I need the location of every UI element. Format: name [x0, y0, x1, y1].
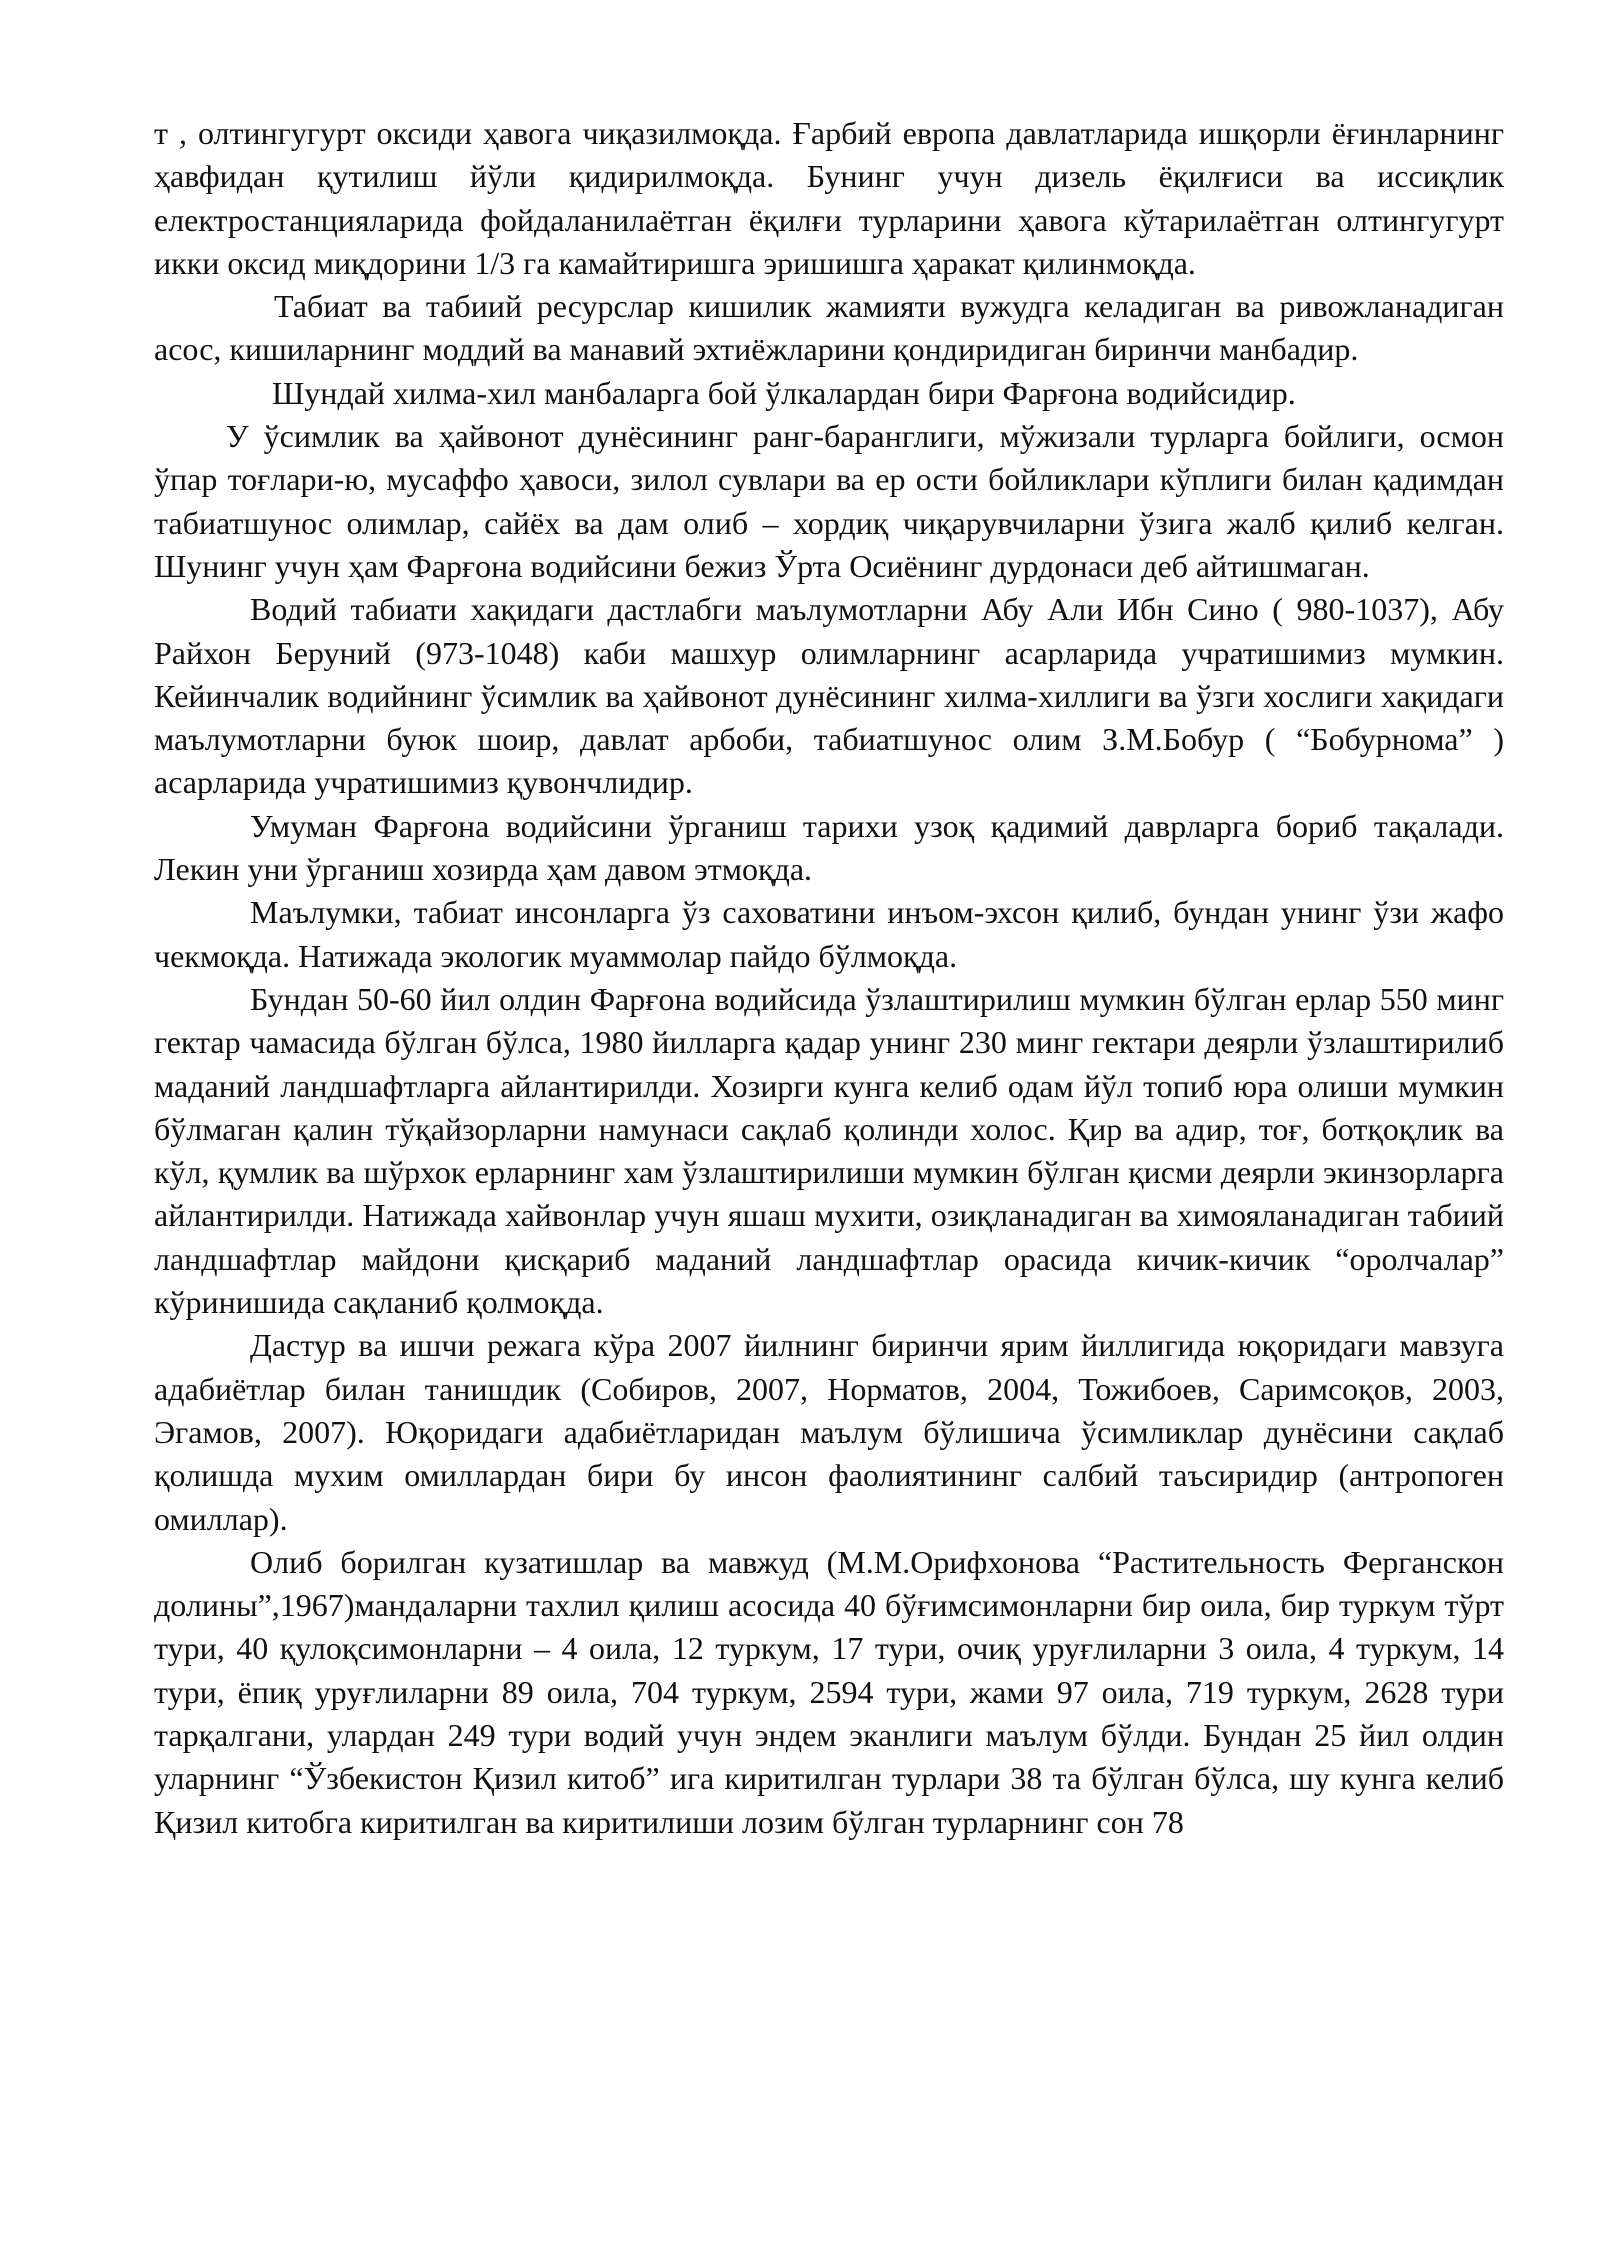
paragraph-study-history: Умуман Фарғона водийсини ўрганиш тарихи узоқ қадимий даврларга бориб тақалади. Лекин уни ўрганиш хозирда ҳам давом этмоқда. — [154, 807, 1504, 888]
paragraph-ecological-problems: Маълумки, табиат инсонларга ўз саховатини инъом-эхсон қилиб, бундан унинг ўзи жафо чекмоқда. Натижада экологик муаммолар пайдо бўлмоқда. — [154, 894, 1504, 974]
paragraph-fergana-valley: Шундай хилма-хил манбаларга бой ўлкалардан бири Фарғона водийсидир. — [272, 374, 1296, 411]
paragraph-nature-resources: Табиат ва табиий ресурслар кишилик жамияти вужудга келадиган ва ривожланадиган асос, кишиларнинг моддий ва манавий эхтиёжларини қондиридиган биринчи манбадир. — [154, 288, 1504, 368]
paragraph-land-development: Бундан 50-60 йил олдин Фарғона водийсида ўзлаштирилиш мумкин бўлган ерлар 550 минг гектар чамасида бўлган бўлса, 1980 йилларга қадар унинг 230 минг гектари деярли ўзлаштирилиб маданий ландшафтларга айлантирилди. Хозирги кунга келиб одам йўл топиб юра олиши мумкин бўлмаган қалин тўқайзорларни намунаси сақлаб қолинди холос. Қир ва адир, тоғ, ботқоқлик ва кўл, қумлик ва шўрхок ерларнинг хам ўзлаштирилиши мумкин бўлган қисми деярли экинзорларга айлантирилди. Натижада хайвонлар учун яшаш мухити, озиқланадиган ва химояланадиган табиий ландшафтлар майдони қисқариб маданий ландшафтлар орасида кичик-кичик “оролчалар” кўринишида сақланиб қолмоқда. — [154, 980, 1504, 1321]
paragraph-early-sources: Водий табиати хақидаги дастлабги маълумотларни Абу Али Ибн Сино ( 980-1037), Абу Райхон Беруний (973-1048) каби машхур олимларнинг асарларида учратишимиз мумкин. Кейинчалик водийнинг ўсимлик ва ҳайвонот дунёсининг хилма-хиллиги ва ўзги хослиги хақидаги маълумотларни буюк шоир, давлат арбоби, табиатшунос олим З.М.Бобур ( “Бобурнома” ) асарларида учратишимиз қувончлидир. — [154, 591, 1504, 801]
paragraph-species-analysis: Олиб борилган кузатишлар ва мавжуд (М.М.Орифхонова “Растительность Ферганскон долины”,1967)мандаларни тахлил қилиш асосида 40 бўғимсимонларни бир оила, бир туркум тўрт тури, 40 қулоқсимонларни – 4 оила, 12 туркум, 17 тури, очиқ уруғлиларни 3 оила, 4 туркум, 14 тури, ёпиқ уруғлиларни 89 оила, 704 туркум, 2594 тури, жами 97 оила, 719 туркум, 2628 тури тарқалгани, улардан 249 тури водий учун эндем эканлиги маълум бўлди. Бундан 25 йил олдин уларнинг “Ўзбекистон Қизил китоб” ига киритилган турлари 38 та бўлган бўлса, шу кунга келиб Қизил китобга киритилган ва киритилиши лозим бўлган турларнинг сон 78 — [154, 1543, 1504, 1840]
document-page — [154, 112, 1504, 1844]
paragraph-literature-review: Дастур ва ишчи режага кўра 2007 йилнинг биринчи ярим йиллигида юқоридаги мавзуга адабиётлар билан танишдик (Собиров, 2007, Норматов, 2004, Тожибоев, Саримсоқов, 2003, Эгамов, 2007). Юқоридаги адабиётларидан маълум бўлишича ўсимликлар дунёсини сақлаб қолишда мухим омиллардан бири бу инсон фаолиятининг салбий таъсиридир (антропоген омиллар). — [154, 1327, 1504, 1537]
paragraph-flora-fauna: У ўсимлик ва ҳайвонот дунёсининг ранг-баранглиги, мўжизали турларга бойлиги, осмон ўпар тоғлари-ю, мусаффо ҳавоси, зилол сувлари ва ер ости бойликлари кўплиги билан қадимдан табиатшунос олимлар, сайёх ва дам олиб – хордиқ чиқарувчиларни ўзига жалб қилиб келган. Шунинг учун ҳам Фарғона водийсини бежиз Ўрта Осиёнинг дурдонаси деб айтишмаган. — [154, 418, 1504, 584]
paragraph-sulfur-emissions: т , олтингугурт оксиди ҳавога чиқазилмоқда. Ғарбий европа давлатларида ишқорли ёғинларнинг ҳавфидан қутилиш йўли қидирилмоқда. Бунинг учун дизель ёқилғиси ва иссиқлик електростанцияларида фойдаланилаётган ёқилғи турларини ҳавога кўтарилаётган олтингугурт икки оксид миқдорини 1/3 га камайтиришга эришишга ҳаракат қилинмоқда. — [154, 115, 1504, 281]
